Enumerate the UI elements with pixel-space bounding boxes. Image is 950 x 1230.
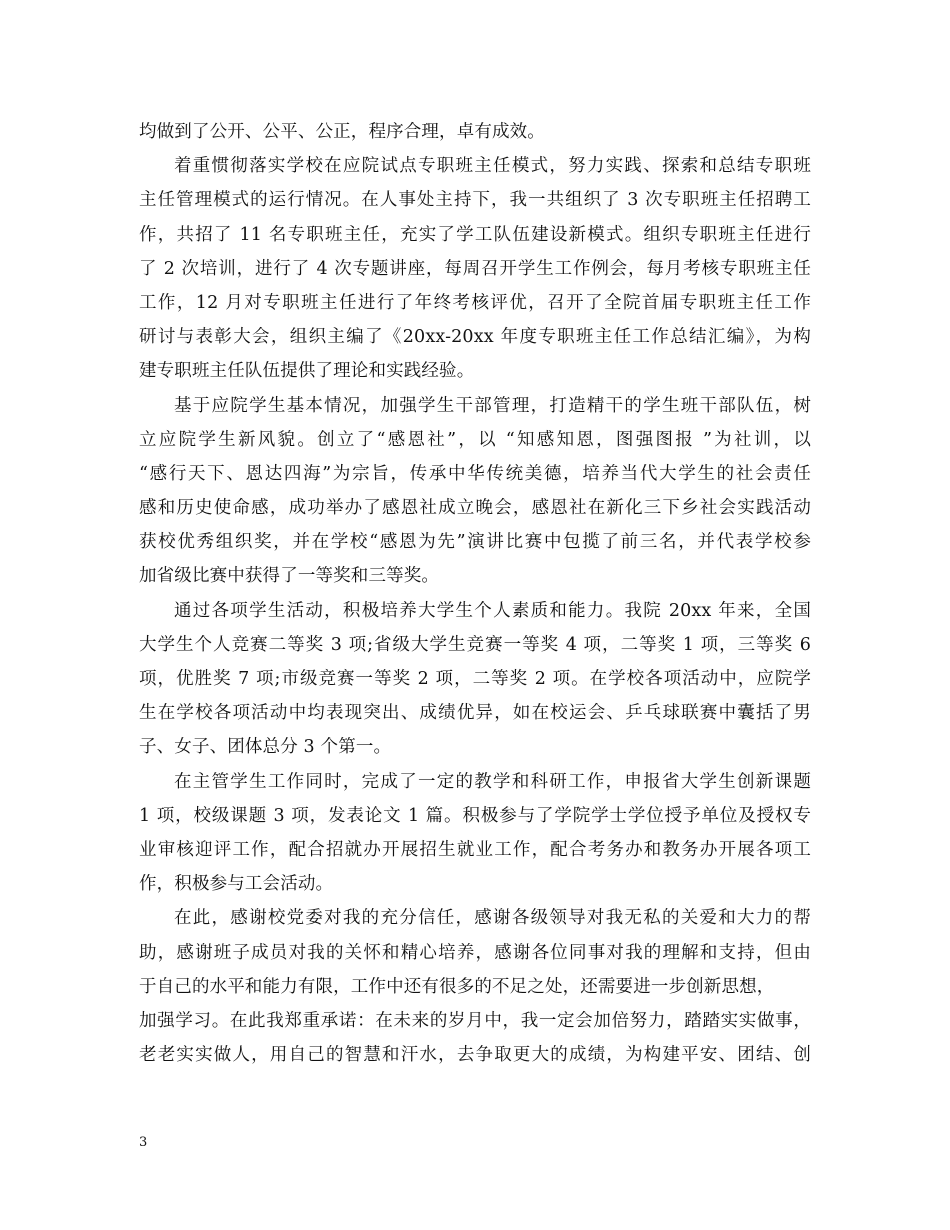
text-line: 大学生个人竞赛二等奖 3 项;省级大学生竞赛一等奖 4 项，二等奖 1 项，三等奖 6 [139, 634, 811, 655]
text-line: “感行天下、恩达四海”为宗旨，传承中华传统美德，培养当代大学生的社会责任 [139, 463, 811, 484]
text-line: 加强学习。在此我郑重承诺：在未来的岁月中，我一定会加倍努力，踏踏实实做事， [139, 1010, 811, 1031]
text-line: 项，优胜奖 7 项;市级竞赛一等奖 2 项，二等奖 2 项。在学校各项活动中，应院学 [139, 669, 811, 689]
text-line: 于自己的水平和能力有限，工作中还有很多的不足之处，还需要进一步创新思想， [139, 976, 775, 997]
text-line: 立应院学生新风貌。创立了“感恩社”，以 “知感知恩，图强图报 ”为社训，以 [139, 429, 811, 450]
text-line: 作，积极参与工会活动。 [139, 874, 334, 895]
text-line: 作，共招了 11 名专职班主任，充实了学工队伍建设新模式。组织专职班主任进行 [139, 224, 811, 245]
text-line: 工作，12 月对专职班主任进行了年终考核评优，召开了全院首届专职班主任工作 [139, 292, 811, 313]
document-body [139, 115, 811, 1072]
text-line: 均做到了公开、公平、公正，程序合理，卓有成效。 [139, 122, 545, 142]
paragraph-first-line: 在主管学生工作同时，完成了一定的教学和科研工作，申报省大学生创新课题 [174, 771, 811, 792]
paragraph-first-line: 在此，感谢校党委对我的充分信任，感谢各级领导对我无私的关爱和大力的帮 [174, 908, 811, 929]
text-line: 1 项，校级课题 3 项，发表论文 1 篇。积极参与了学院学士学位授予单位及授权专 [139, 805, 811, 826]
text-line: 老老实实做人，用自己的智慧和汗水，去争取更大的成绩，为构建平安、团结、创 [139, 1045, 811, 1066]
text-line: 子、女子、团体总分 3 个第一。 [139, 737, 392, 758]
page-number: 3 [139, 1135, 148, 1150]
paragraph-first-line: 通过各项学生活动，积极培养大学生个人素质和能力。我院 20xx 年来，全国 [174, 600, 811, 621]
text-line: 获校优秀组织奖，并在学校“感恩为先”演讲比赛中包揽了前三名，并代表学校参 [139, 532, 811, 553]
paragraph-first-line: 基于应院学生基本情况，加强学生干部管理，打造精干的学生班干部队伍，树 [174, 395, 811, 416]
text-line: 助，感谢班子成员对我的关怀和精心培养，感谢各位同事对我的理解和支持，但由 [139, 942, 811, 963]
text-line: 建专职班主任队伍提供了理论和实践经验。 [139, 361, 475, 382]
text-line: 主任管理模式的运行情况。在人事处主持下，我一共组织了 3 次专职班主任招聘工 [139, 190, 811, 211]
text-line: 加省级比赛中获得了一等奖和三等奖。 [139, 566, 440, 587]
text-line: 研讨与表彰大会，组织主编了《20xx-20xx 年度专职班主任工作总结汇编》，为构 [139, 327, 811, 348]
text-line: 生在学校各项活动中均表现突出、成绩优异，如在校运会、乒乓球联赛中囊括了男 [139, 703, 811, 724]
text-line: 了 2 次培训，进行了 4 次专题讲座，每周召开学生工作例会，每月考核专职班主任 [139, 258, 811, 279]
text-line: 感和历史使命感，成功举办了感恩社成立晚会，感恩社在新化三下乡社会实践活动 [139, 498, 811, 519]
text-line: 业审核迎评工作，配合招就办开展招生就业工作，配合考务办和教务办开展各项工 [139, 839, 811, 860]
paragraph-first-line: 着重惯彻落实学校在应院试点专职班主任模式，努力实践、探索和总结专职班 [174, 156, 811, 177]
